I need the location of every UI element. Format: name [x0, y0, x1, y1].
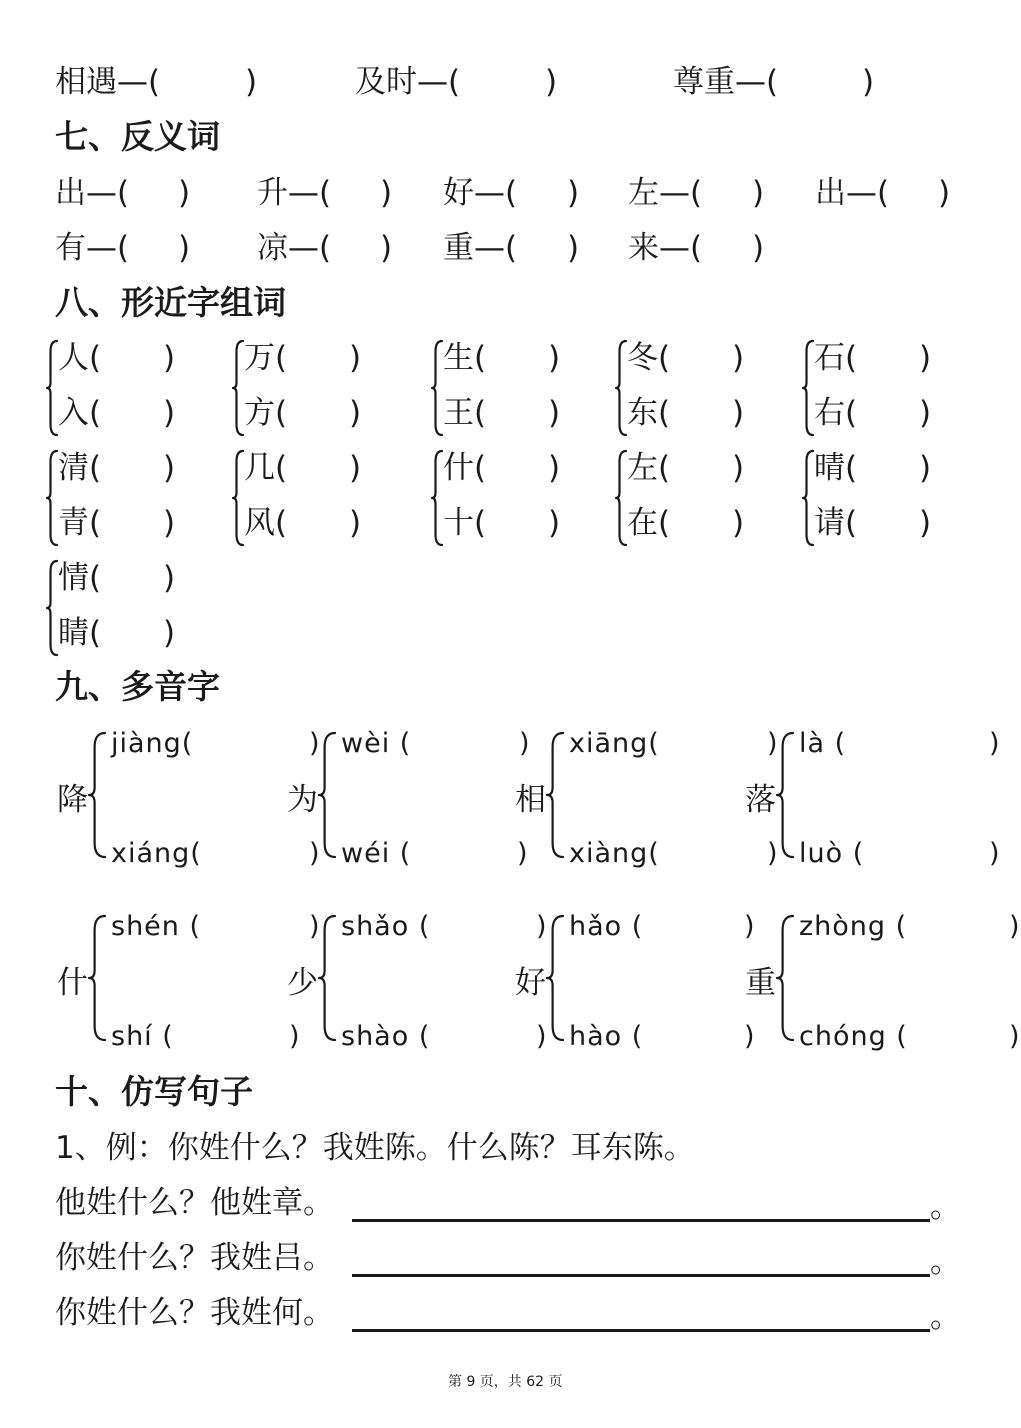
answer-blank[interactable]: ) — [349, 340, 362, 376]
word-item: 及时—( — [355, 64, 461, 100]
curly-brace-icon — [432, 340, 442, 436]
curly-brace-icon — [47, 450, 57, 546]
section-title: 十、仿写句子 — [55, 1072, 253, 1111]
curly-brace-icon — [89, 732, 105, 858]
answer-blank[interactable]: ) — [309, 838, 321, 869]
polyphonic-char: 重 — [745, 965, 776, 1001]
curly-brace-icon — [47, 340, 57, 436]
antonym-item: 出—( — [55, 175, 130, 211]
answer-blank[interactable]: ) — [938, 175, 951, 211]
answer-blank[interactable]: ) — [245, 64, 258, 100]
similar-char-item: 十( — [443, 505, 487, 541]
similar-char-item: 在( — [627, 505, 671, 541]
answer-blank[interactable]: ) — [548, 395, 561, 431]
similar-char-item: 睛( — [58, 615, 102, 651]
section-title: 八、形近字组词 — [55, 283, 286, 322]
pinyin-reading: chóng ( — [799, 1021, 908, 1052]
sentence-prompt: 你姓什么？我姓何。 — [55, 1295, 334, 1331]
answer-blank[interactable]: ) — [862, 64, 875, 100]
answer-blank[interactable]: ) — [380, 230, 393, 266]
answer-blank[interactable]: ) — [289, 1021, 301, 1052]
end-mark: 。 — [930, 1299, 961, 1335]
example-sentence: 1、例：你姓什么？我姓陈。什么陈？耳东陈。 — [55, 1130, 695, 1166]
answer-blank[interactable]: ) — [380, 175, 393, 211]
similar-char-item: 方( — [244, 395, 288, 431]
answer-blank[interactable]: ) — [309, 911, 321, 942]
answer-blank[interactable]: ) — [163, 560, 176, 596]
similar-char-item: 右( — [814, 395, 858, 431]
similar-char-item: 王( — [443, 395, 487, 431]
antonym-item: 左—( — [628, 175, 703, 211]
curly-brace-icon — [547, 915, 563, 1041]
answer-blank[interactable]: ) — [1009, 1021, 1021, 1052]
similar-char-item: 石( — [814, 340, 858, 376]
answer-blank[interactable]: ) — [732, 505, 745, 541]
answer-blank[interactable]: ) — [919, 395, 932, 431]
pinyin-reading: hào ( — [569, 1021, 644, 1052]
answer-blank[interactable]: ) — [919, 340, 932, 376]
pinyin-reading: wèi ( — [341, 728, 412, 759]
answer-blank[interactable]: ) — [732, 395, 745, 431]
answer-blank[interactable]: ) — [567, 230, 580, 266]
similar-char-item: 人( — [58, 340, 102, 376]
answer-blank[interactable]: ) — [163, 340, 176, 376]
answer-line[interactable] — [352, 1219, 930, 1222]
pinyin-reading: shí ( — [111, 1021, 174, 1052]
answer-blank[interactable]: ) — [767, 838, 779, 869]
answer-blank[interactable]: ) — [178, 230, 191, 266]
answer-blank[interactable]: ) — [519, 728, 531, 759]
similar-char-item: 冬( — [627, 340, 671, 376]
answer-blank[interactable]: ) — [567, 175, 580, 211]
pinyin-reading: xiáng( — [111, 838, 202, 869]
answer-blank[interactable]: ) — [744, 911, 756, 942]
answer-blank[interactable]: ) — [163, 505, 176, 541]
answer-blank[interactable]: ) — [732, 340, 745, 376]
section-title: 七、反义词 — [55, 117, 220, 156]
curly-brace-icon — [777, 915, 793, 1041]
similar-char-item: 几( — [244, 450, 288, 486]
answer-blank[interactable]: ) — [548, 450, 561, 486]
similar-char-item: 请( — [814, 505, 858, 541]
answer-blank[interactable]: ) — [163, 450, 176, 486]
curly-brace-icon — [616, 340, 626, 436]
similar-char-item: 左( — [627, 450, 671, 486]
curly-brace-icon — [547, 732, 563, 858]
antonym-item: 来—( — [628, 230, 703, 266]
antonym-item: 升—( — [257, 175, 332, 211]
answer-blank[interactable]: ) — [309, 728, 321, 759]
similar-char-item: 入( — [58, 395, 102, 431]
end-mark: 。 — [930, 1244, 961, 1280]
end-mark: 。 — [930, 1189, 961, 1225]
answer-blank[interactable]: ) — [989, 728, 1001, 759]
sentence-prompt: 你姓什么？我姓吕。 — [55, 1240, 334, 1276]
polyphonic-char: 降 — [57, 782, 88, 818]
pinyin-reading: shǎo ( — [341, 911, 431, 942]
section-title: 九、多音字 — [55, 667, 220, 706]
curly-brace-icon — [432, 450, 442, 546]
similar-char-item: 青( — [58, 505, 102, 541]
curly-brace-icon — [233, 450, 243, 546]
answer-blank[interactable]: ) — [163, 395, 176, 431]
answer-blank[interactable]: ) — [545, 64, 558, 100]
similar-char-item: 情( — [58, 560, 102, 596]
answer-blank[interactable]: ) — [548, 340, 561, 376]
answer-blank[interactable]: ) — [989, 838, 1001, 869]
answer-blank[interactable]: ) — [536, 911, 548, 942]
answer-blank[interactable]: ) — [919, 450, 932, 486]
similar-char-item: 生( — [443, 340, 487, 376]
similar-char-item: 万( — [244, 340, 288, 376]
pinyin-reading: shào ( — [341, 1021, 431, 1052]
curly-brace-icon — [803, 450, 813, 546]
polyphonic-char: 什 — [57, 965, 88, 1001]
antonym-item: 有—( — [55, 230, 130, 266]
antonym-item: 凉—( — [257, 230, 332, 266]
page-number: 第 9 页，共 62 页 — [448, 1374, 563, 1390]
similar-char-item: 什( — [443, 450, 487, 486]
answer-blank[interactable]: ) — [752, 230, 765, 266]
answer-blank[interactable]: ) — [744, 1021, 756, 1052]
similar-char-item: 清( — [58, 450, 102, 486]
answer-blank[interactable]: ) — [548, 505, 561, 541]
word-item: 尊重—( — [673, 64, 779, 100]
polyphonic-char: 为 — [287, 782, 318, 818]
pinyin-reading: shén ( — [111, 911, 202, 942]
sentence-prompt: 他姓什么？他姓章。 — [55, 1185, 334, 1221]
curly-brace-icon — [47, 560, 57, 656]
pinyin-reading: zhòng ( — [799, 911, 908, 942]
answer-blank[interactable]: ) — [163, 615, 176, 651]
answer-blank[interactable]: ) — [919, 505, 932, 541]
curly-brace-icon — [89, 915, 105, 1041]
antonym-item: 好—( — [443, 175, 518, 211]
pinyin-reading: hǎo ( — [569, 911, 644, 942]
answer-blank[interactable]: ) — [517, 838, 529, 869]
pinyin-reading: là ( — [799, 728, 847, 759]
polyphonic-char: 少 — [287, 965, 318, 1001]
pinyin-reading: luò ( — [799, 838, 865, 869]
answer-blank[interactable]: ) — [732, 450, 745, 486]
polyphonic-char: 相 — [515, 782, 546, 818]
answer-blank[interactable]: ) — [349, 505, 362, 541]
similar-char-item: 晴( — [814, 450, 858, 486]
answer-blank[interactable]: ) — [767, 728, 779, 759]
polyphonic-char: 落 — [745, 782, 776, 818]
polyphonic-char: 好 — [515, 965, 546, 1001]
similar-char-item: 风( — [244, 505, 288, 541]
answer-blank[interactable]: ) — [178, 175, 191, 211]
curly-brace-icon — [233, 340, 243, 436]
similar-char-item: 东( — [627, 395, 671, 431]
pinyin-reading: jiàng( — [111, 728, 194, 759]
pinyin-reading: xiāng( — [569, 728, 660, 759]
curly-brace-icon — [616, 450, 626, 546]
answer-blank[interactable]: ) — [536, 1021, 548, 1052]
answer-blank[interactable]: ) — [752, 175, 765, 211]
answer-line[interactable] — [352, 1329, 930, 1332]
antonym-item: 出—( — [815, 175, 890, 211]
word-item: 相遇—( — [55, 64, 161, 100]
answer-blank[interactable]: ) — [349, 450, 362, 486]
answer-line[interactable] — [352, 1274, 930, 1277]
pinyin-reading: wéi ( — [341, 838, 412, 869]
pinyin-reading: xiàng( — [569, 838, 660, 869]
answer-blank[interactable]: ) — [1009, 911, 1021, 942]
curly-brace-icon — [803, 340, 813, 436]
antonym-item: 重—( — [443, 230, 518, 266]
answer-blank[interactable]: ) — [349, 395, 362, 431]
curly-brace-icon — [319, 732, 335, 858]
curly-brace-icon — [319, 915, 335, 1041]
curly-brace-icon — [777, 732, 793, 858]
